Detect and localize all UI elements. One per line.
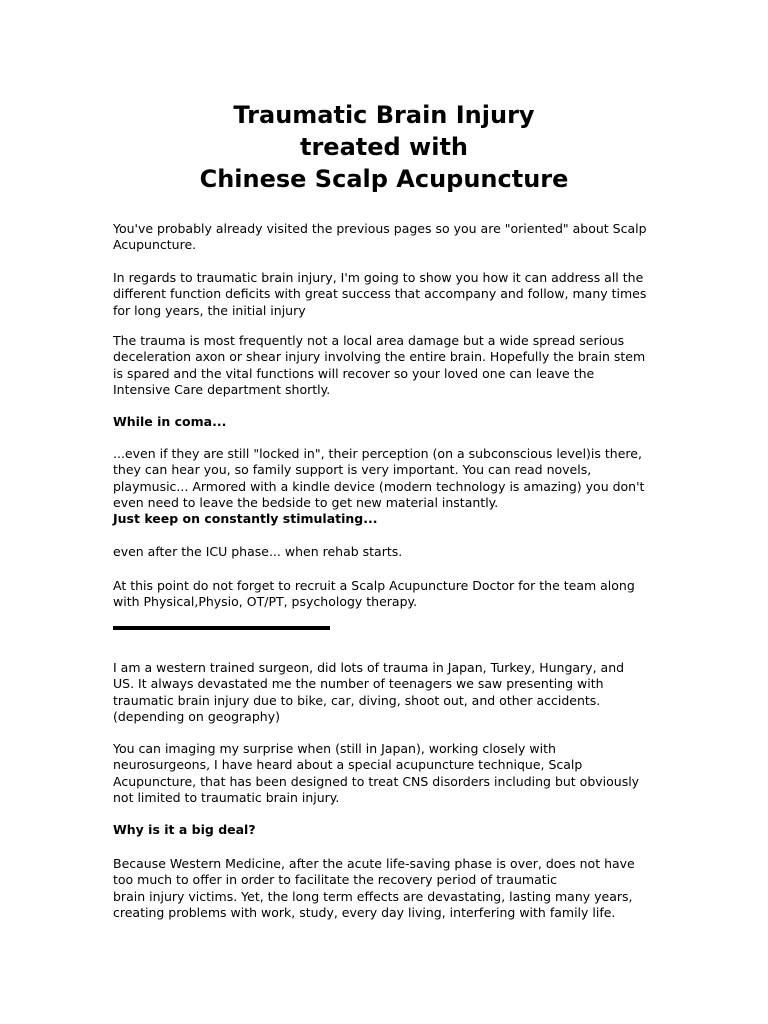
- horizontal-divider: [113, 626, 330, 630]
- paragraph-surprise: [113, 741, 673, 806]
- text-line: for long years, the initial injury: [113, 302, 306, 318]
- text-line: neurosurgeons, I have heard about a special acupuncture technique, Scalp: [113, 757, 583, 773]
- paragraph-icu: even after the ICU phase... when rehab starts.: [113, 544, 403, 559]
- text-line: I am a western trained surgeon, did lots of trauma in Japan, Turkey, Hungary, and: [113, 660, 625, 675]
- text-line: they can hear you, so family support is very important. You can read novels,: [113, 462, 592, 478]
- text-line: not limited to traumatic brain injury.: [113, 789, 340, 805]
- page-title: [0, 99, 768, 195]
- text-line: too much to offer in order to facilitate the recovery period of traumatic: [113, 872, 557, 888]
- title-line-1: Traumatic Brain Injury: [233, 101, 535, 129]
- paragraph-surgeon: [113, 660, 673, 725]
- text-line-bold: Just keep on constantly stimulating...: [113, 511, 378, 527]
- text-line: with Physical,Physio, OT/PT, psychology therapy.: [113, 594, 418, 610]
- paragraph-regards: [113, 270, 673, 319]
- text-line: Acupuncture, that has been designed to treat CNS disorders including but obviously: [113, 773, 640, 789]
- paragraph-recruit: [113, 578, 673, 611]
- text-line: different function deficits with great success that accompany and follow, many times: [113, 286, 647, 302]
- text-line: is spared and the vital functions will recover so your loved one can leave the: [113, 365, 595, 381]
- text-line: The trauma is most frequently not a local area damage but a wide spread serious: [113, 333, 625, 348]
- text-line: Acupuncture.: [113, 237, 197, 253]
- title-line-2: treated with: [299, 133, 469, 161]
- paragraph-western-medicine: [113, 856, 673, 921]
- text-line: brain injury victims. Yet, the long term effects are devastating, lasting many years,: [113, 888, 633, 904]
- text-line: deceleration axon or shear injury involving the entire brain. Hopefully the brain stem: [113, 349, 646, 365]
- text-line: Because Western Medicine, after the acute life-saving phase is over, does not have: [113, 856, 635, 871]
- heading-while-in-coma: While in coma...: [113, 414, 227, 429]
- text-line: even need to leave the bedside to get new material instantly.: [113, 494, 499, 510]
- text-line: At this point do not forget to recruit a Scalp Acupuncture Doctor for the team along: [113, 578, 635, 593]
- text-line: In regards to traumatic brain injury, I'm going to show you how it can address all the: [113, 270, 644, 285]
- text-line: US. It always devastated me the number of teenagers we saw presenting with: [113, 676, 604, 692]
- text-line: You can imaging my surprise when (still in Japan), working closely with: [113, 741, 556, 756]
- text-line: You've probably already visited the previous pages so you are "oriented" about Scalp: [113, 221, 647, 236]
- text-line: traumatic brain injury due to bike, car, diving, shoot out, and other accidents.: [113, 692, 601, 708]
- paragraph-locked-in: [113, 446, 673, 527]
- text-line: ...even if they are still "locked in", their perception (on a subconscious level)is there,: [113, 446, 642, 461]
- paragraph-intro: [113, 221, 673, 254]
- heading-big-deal: Why is it a big deal?: [113, 822, 256, 837]
- text-line: playmusic... Armored with a kindle device (modern technology is amazing) you don't: [113, 478, 645, 494]
- text-line: creating problems with work, study, every day living, interfering with family life.: [113, 904, 616, 920]
- text-line: (depending on geography): [113, 708, 280, 724]
- text-line: Intensive Care department shortly.: [113, 381, 331, 397]
- paragraph-trauma: [113, 333, 673, 398]
- title-line-3: Chinese Scalp Acupuncture: [199, 165, 569, 193]
